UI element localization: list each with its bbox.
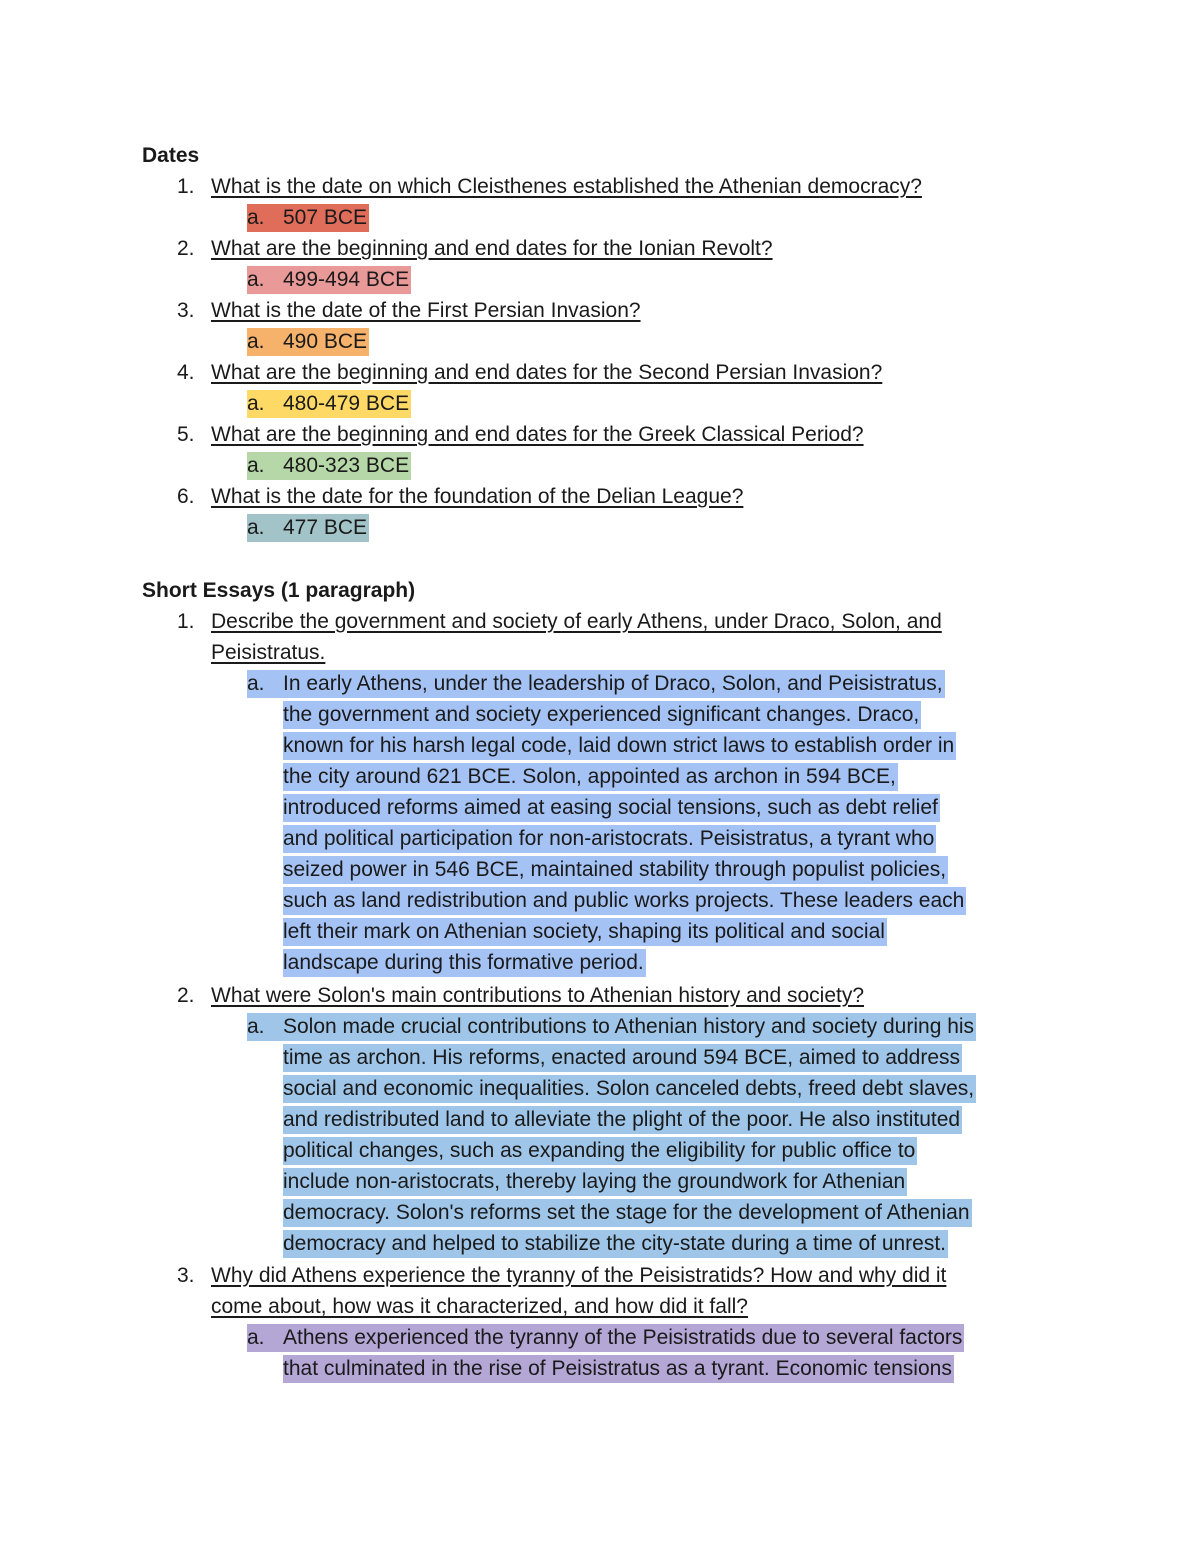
answer-highlight: a. 507 BCE	[247, 204, 369, 232]
question-number: 2.	[177, 237, 195, 260]
answer-highlight: left their mark on Athenian society, shaping its political and social	[283, 918, 887, 946]
answer-highlight: such as land redistribution and public works projects. These leaders each	[283, 887, 966, 915]
answer-highlight: a. In early Athens, under the leadership of Draco, Solon, and Peisistratus,	[247, 670, 945, 698]
question-number: 3.	[177, 299, 195, 322]
answer-highlight: that culminated in the rise of Peisistratus as a tyrant. Economic tensions	[283, 1355, 954, 1383]
question-number: 6.	[177, 485, 195, 508]
answer-highlight: include non-aristocrats, thereby laying the groundwork for Athenian	[283, 1168, 907, 1196]
answer-highlight: known for his harsh legal code, laid down strict laws to establish order in	[283, 732, 956, 760]
answer-highlight: seized power in 546 BCE, maintained stability through populist policies,	[283, 856, 948, 884]
answer-highlight: a. 490 BCE	[247, 328, 369, 356]
question-text: Why did Athens experience the tyranny of the Peisistratids? How and why did it come about, how was it characterized, and how did it fall?	[211, 1264, 947, 1318]
question-text: What are the beginning and end dates for the Ionian Revolt?	[211, 237, 773, 260]
answer-highlight: a. 480-479 BCE	[247, 390, 411, 418]
answer-highlight: political changes, such as expanding the eligibility for public office to	[283, 1137, 917, 1165]
answer-highlight: introduced reforms aimed at easing social tensions, such as debt relief	[283, 794, 940, 822]
answer-highlight: the city around 621 BCE. Solon, appointed as archon in 594 BCE,	[283, 763, 898, 791]
question-number: 5.	[177, 423, 195, 446]
answer-item	[247, 264, 411, 295]
answer-highlight: a. 477 BCE	[247, 514, 369, 542]
answer-highlight: a. Athens experienced the tyranny of the Peisistratids due to several factors	[247, 1324, 964, 1352]
question-text: What is the date of the First Persian Invasion?	[211, 299, 641, 322]
question-text: What are the beginning and end dates for the Greek Classical Period?	[211, 423, 864, 446]
answer-highlight: democracy and helped to stabilize the city-state during a time of unrest.	[283, 1230, 948, 1258]
question-text: What is the date for the foundation of the Delian League?	[211, 485, 744, 508]
answer-highlight: a. Solon made crucial contributions to Athenian history and society during his	[247, 1013, 976, 1041]
answer-item	[247, 388, 411, 419]
essays-heading: Short Essays (1 paragraph)	[142, 579, 416, 602]
answer-highlight: and redistributed land to alleviate the plight of the poor. He also instituted	[283, 1106, 962, 1134]
question-text: What is the date on which Cleisthenes established the Athenian democracy?	[211, 175, 922, 198]
question-text: What are the beginning and end dates for the Second Persian Invasion?	[211, 361, 883, 384]
answer-highlight: the government and society experienced significant changes. Draco,	[283, 701, 921, 729]
question-text: What were Solon's main contributions to Athenian history and society?	[211, 984, 865, 1007]
answer-item	[247, 326, 369, 357]
answer-highlight: landscape during this formative period.	[283, 949, 646, 977]
answer-highlight: time as archon. His reforms, enacted around 594 BCE, aimed to address	[283, 1044, 962, 1072]
question-number: 3.	[177, 1264, 195, 1287]
answer-item	[247, 512, 369, 543]
question-text: Describe the government and society of early Athens, under Draco, Solon, and Peisistratus.	[211, 610, 942, 664]
answer-highlight: and political participation for non-aristocrats. Peisistratus, a tyrant who	[283, 825, 936, 853]
answer-highlight: a. 480-323 BCE	[247, 452, 411, 480]
question-number: 1.	[177, 175, 195, 198]
answer-highlight: social and economic inequalities. Solon canceled debts, freed debt slaves,	[283, 1075, 976, 1103]
essay-answer	[247, 1011, 976, 1259]
essay-answer	[247, 668, 966, 978]
answer-highlight: democracy. Solon's reforms set the stage for the development of Athenian	[283, 1199, 972, 1227]
dates-heading: Dates	[142, 144, 200, 167]
question-number: 4.	[177, 361, 195, 384]
question-number: 2.	[177, 984, 195, 1007]
answer-item	[247, 450, 411, 481]
essay-answer	[247, 1322, 964, 1384]
answer-highlight: a. 499-494 BCE	[247, 266, 411, 294]
answer-item	[247, 202, 369, 233]
question-number: 1.	[177, 610, 195, 633]
